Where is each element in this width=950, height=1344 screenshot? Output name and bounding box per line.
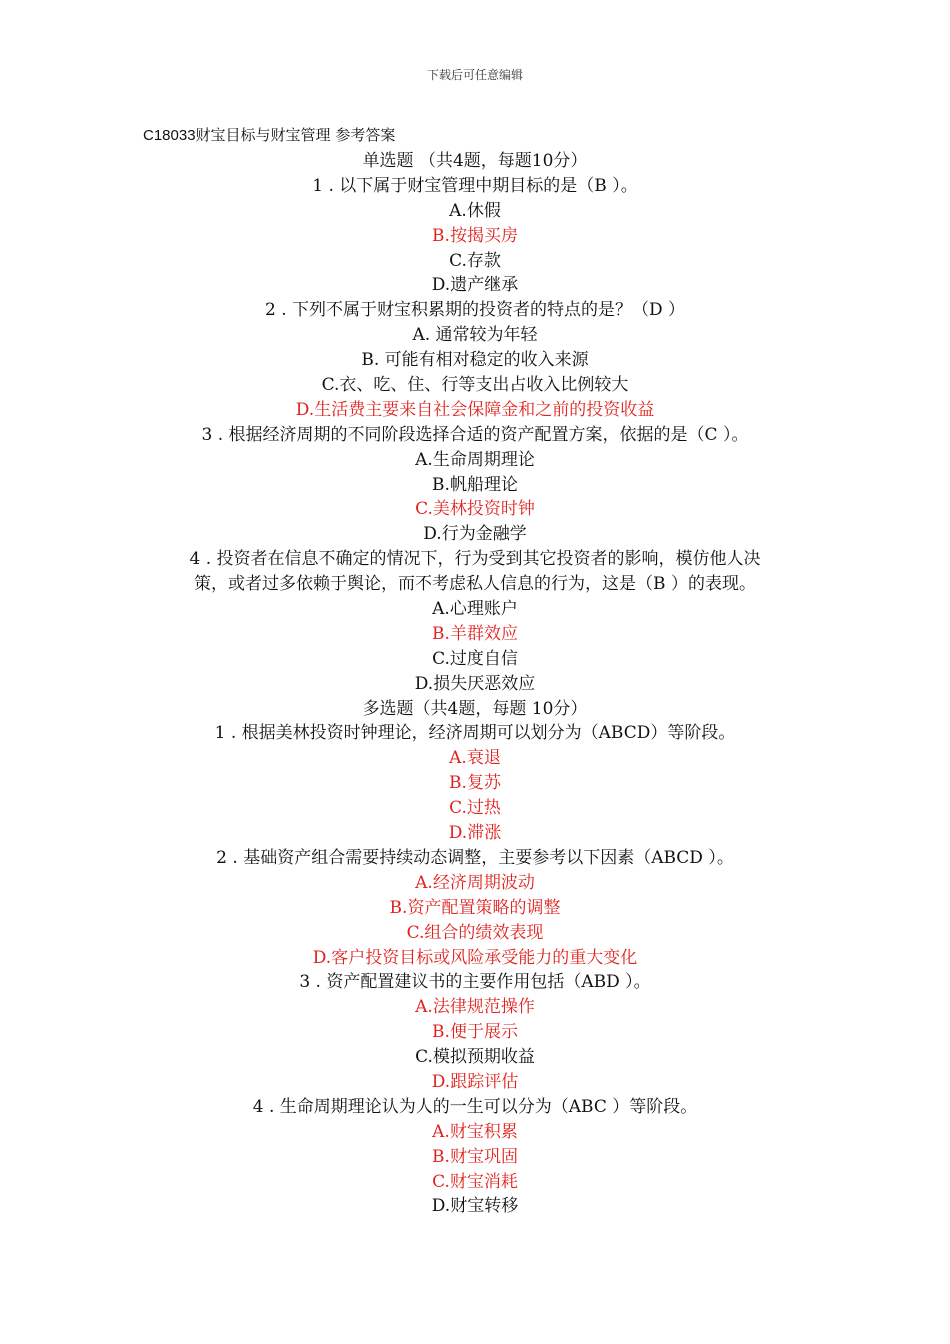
correct-option: A.衰退: [449, 748, 501, 769]
correct-option: D.跟踪评估: [431, 1071, 519, 1092]
correct-option: B.资产配置策略的调整: [389, 897, 561, 918]
question-stem: 1 . 根据美林投资时钟理论，经济周期可以划分为（ABCD）等阶段。: [214, 723, 736, 744]
correct-option: B.复苏: [449, 773, 501, 794]
option: C.存款: [449, 250, 501, 271]
option: C.衣、吃、住、行等支出占收入比例较大: [321, 375, 629, 396]
question-stem: 4 . 生命周期理论认为人的一生可以分为（ABC ）等阶段。: [252, 1096, 698, 1117]
question-stem-line: 策，或者过多依赖于舆论，而不考虑私人信息的行为，这是（B ）的表现。: [194, 574, 756, 595]
correct-option: A.法律规范操作: [415, 997, 535, 1018]
page-header: 下载后可任意编辑: [426, 68, 523, 82]
correct-option: C.过热: [449, 798, 501, 819]
question-stem: 3 . 根据经济周期的不同阶段选择合适的资产配置方案，依据的是（C ）。: [201, 424, 749, 445]
option: B.帆船理论: [432, 474, 518, 495]
question-stem-block: [145, 547, 805, 597]
option: A.心理账户: [432, 599, 518, 620]
correct-option: D.滞涨: [448, 823, 502, 844]
correct-option: B.便于展示: [432, 1022, 518, 1043]
option: C.模拟预期收益: [415, 1047, 535, 1068]
question-stem: 1 . 以下属于财宝管理中期目标的是（B ）。: [312, 175, 638, 196]
correct-option: C.美林投资时钟: [415, 499, 535, 520]
correct-option: B.羊群效应: [432, 623, 518, 644]
single-choice-heading: 单选题 （共4题，每题10分）: [362, 151, 588, 171]
option: D.遗产继承: [431, 275, 519, 296]
course-code: C18033: [143, 127, 196, 144]
question-stem-line: 4 . 投资者在信息不确定的情况下，行为受到其它投资者的影响，模仿他人决: [189, 549, 761, 570]
document-body: [0, 149, 950, 1219]
correct-option: C.财宝消耗: [432, 1171, 518, 1192]
multi-choice-heading: 多选题（共4题，每题 10分）: [362, 698, 588, 719]
correct-option: C.组合的绩效表现: [406, 922, 544, 943]
correct-option: D.客户投资目标或风险承受能力的重大变化: [312, 947, 638, 968]
option: A.休假: [449, 200, 501, 221]
title-text: 财宝目标与财宝管理 参考答案: [195, 126, 396, 144]
question-stem: 2 . 下列不属于财宝积累期的投资者的特点的是？（D ）: [264, 300, 686, 321]
option: D.行为金融学: [423, 524, 527, 545]
option: B. 可能有相对稳定的收入来源: [361, 350, 589, 371]
option: C.过度自信: [432, 648, 518, 669]
correct-option: B.财宝巩固: [432, 1146, 518, 1167]
correct-option: A.经济周期波动: [415, 872, 535, 893]
option: A.生命周期理论: [415, 449, 535, 470]
document-title: [143, 124, 395, 145]
option: D.财宝转移: [431, 1196, 519, 1217]
option: D.损失厌恶效应: [414, 673, 536, 694]
correct-option: B.按揭买房: [432, 225, 518, 246]
question-stem: 2 . 基础资产组合需要持续动态调整，主要参考以下因素（ABCD ）。: [216, 847, 734, 868]
correct-option: D.生活费主要来自社会保障金和之前的投资收益: [295, 399, 655, 420]
option: A. 通常较为年轻: [412, 325, 538, 346]
correct-option: A.财宝积累: [432, 1121, 518, 1142]
question-stem: 3 . 资产配置建议书的主要作用包括（ABD ）。: [299, 972, 651, 993]
